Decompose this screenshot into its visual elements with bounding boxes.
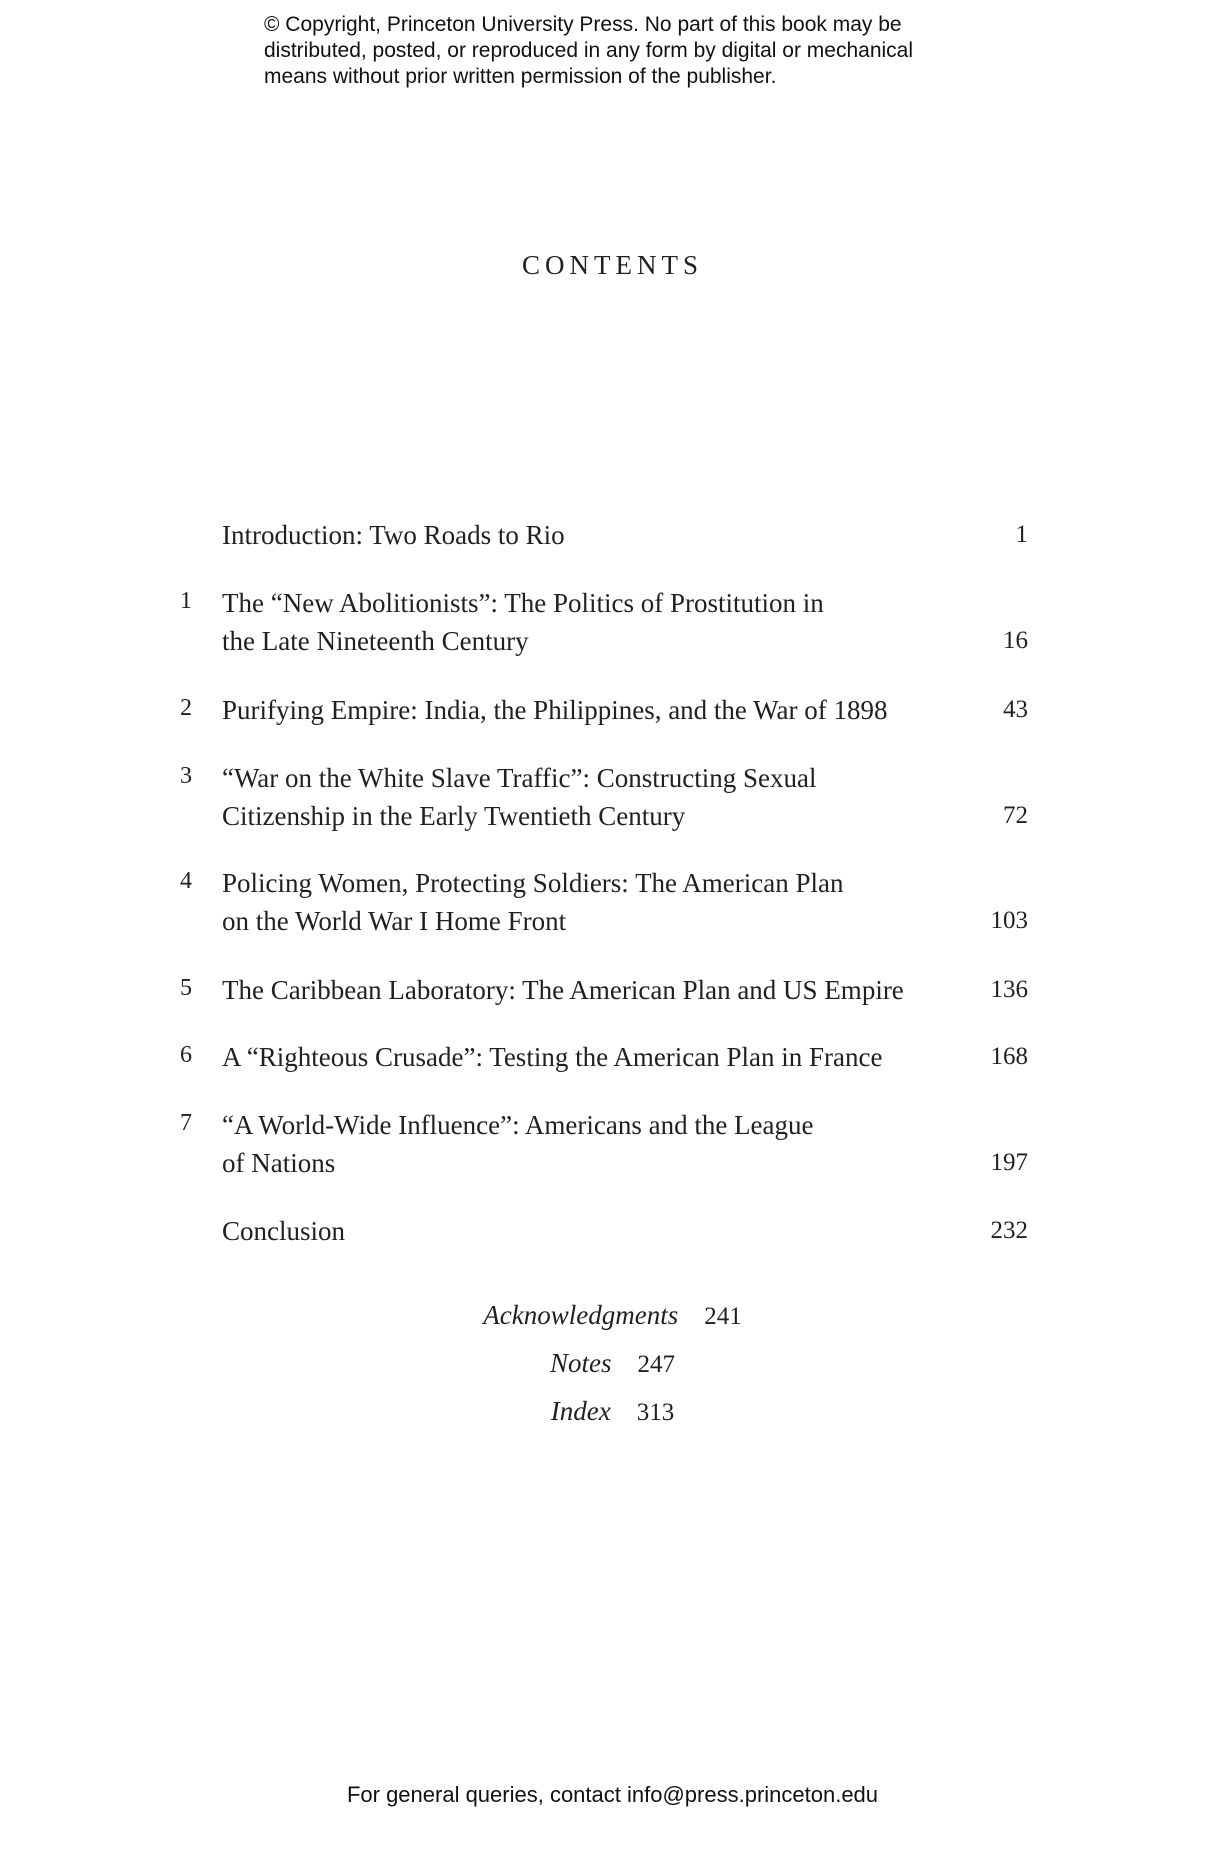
title-line: “A World-Wide Influence”: Americans and the League xyxy=(222,1110,814,1140)
chapter-number: 1 xyxy=(180,588,192,614)
back-matter-label: Notes xyxy=(549,1348,612,1378)
page-number: 103 xyxy=(990,907,1028,934)
page-number: 197 xyxy=(990,1149,1028,1176)
entry-title xyxy=(222,1212,952,1250)
entry-title xyxy=(222,1038,952,1076)
title-line: on the World War I Home Front xyxy=(222,906,567,936)
entry-title xyxy=(222,864,952,940)
title-line: The Caribbean Laboratory: The American Plan and US Empire xyxy=(222,975,904,1005)
back-matter-page: 247 xyxy=(637,1351,675,1378)
copyright-line: means without prior written permission of the publisher. xyxy=(264,65,777,88)
page-number: 168 xyxy=(990,1043,1028,1070)
chapter-number: 2 xyxy=(180,695,192,721)
title-line: the Late Nineteenth Century xyxy=(222,626,529,656)
entry-title xyxy=(222,971,952,1009)
footer-contact: For general queries, contact info@press.princeton.edu xyxy=(346,1782,879,1807)
back-matter-notes[interactable] xyxy=(0,1348,1225,1379)
page-number: 1 xyxy=(1015,521,1028,548)
back-matter-acknowledgments[interactable] xyxy=(0,1300,1225,1331)
page-number: 43 xyxy=(1003,696,1028,723)
back-matter-page: 241 xyxy=(704,1303,742,1330)
entry-title xyxy=(222,691,952,729)
title-line: Citizenship in the Early Twentieth Century xyxy=(222,801,686,831)
chapter-number: 4 xyxy=(180,868,192,894)
title-line: The “New Abolitionists”: The Politics of Prostitution in xyxy=(222,588,824,618)
page-number: 136 xyxy=(990,976,1028,1003)
chapter-number: 6 xyxy=(180,1042,192,1068)
entry-title xyxy=(222,759,952,835)
entry-title xyxy=(222,516,952,554)
chapter-number: 5 xyxy=(180,975,192,1001)
title-line: of Nations xyxy=(222,1148,336,1178)
copyright-line: © Copyright, Princeton University Press. No part of this book may be xyxy=(264,13,902,36)
back-matter-index[interactable] xyxy=(0,1396,1225,1427)
back-matter-label: Index xyxy=(550,1396,611,1426)
chapter-number: 7 xyxy=(180,1110,192,1136)
page-number: 232 xyxy=(990,1217,1028,1244)
title-line: Policing Women, Protecting Soldiers: The American Plan xyxy=(222,868,844,898)
entry-title xyxy=(222,584,952,660)
page-number: 16 xyxy=(1003,627,1028,654)
contents-heading: CONTENTS xyxy=(522,250,703,280)
page-number: 72 xyxy=(1003,802,1028,829)
title-line: Introduction: Two Roads to Rio xyxy=(222,520,565,550)
copyright-line: distributed, posted, or reproduced in any form by digital or mechanical xyxy=(264,39,914,62)
title-line: A “Righteous Crusade”: Testing the American Plan in France xyxy=(222,1042,883,1072)
back-matter-page: 313 xyxy=(636,1399,675,1426)
title-line: Conclusion xyxy=(222,1216,346,1246)
entry-title xyxy=(222,1106,952,1182)
title-line: Purifying Empire: India, the Philippines, and the War of 1898 xyxy=(222,695,888,725)
title-line: “War on the White Slave Traffic”: Constructing Sexual xyxy=(222,763,817,793)
chapter-number: 3 xyxy=(180,763,192,789)
back-matter-label: Acknowledgments xyxy=(483,1300,679,1330)
